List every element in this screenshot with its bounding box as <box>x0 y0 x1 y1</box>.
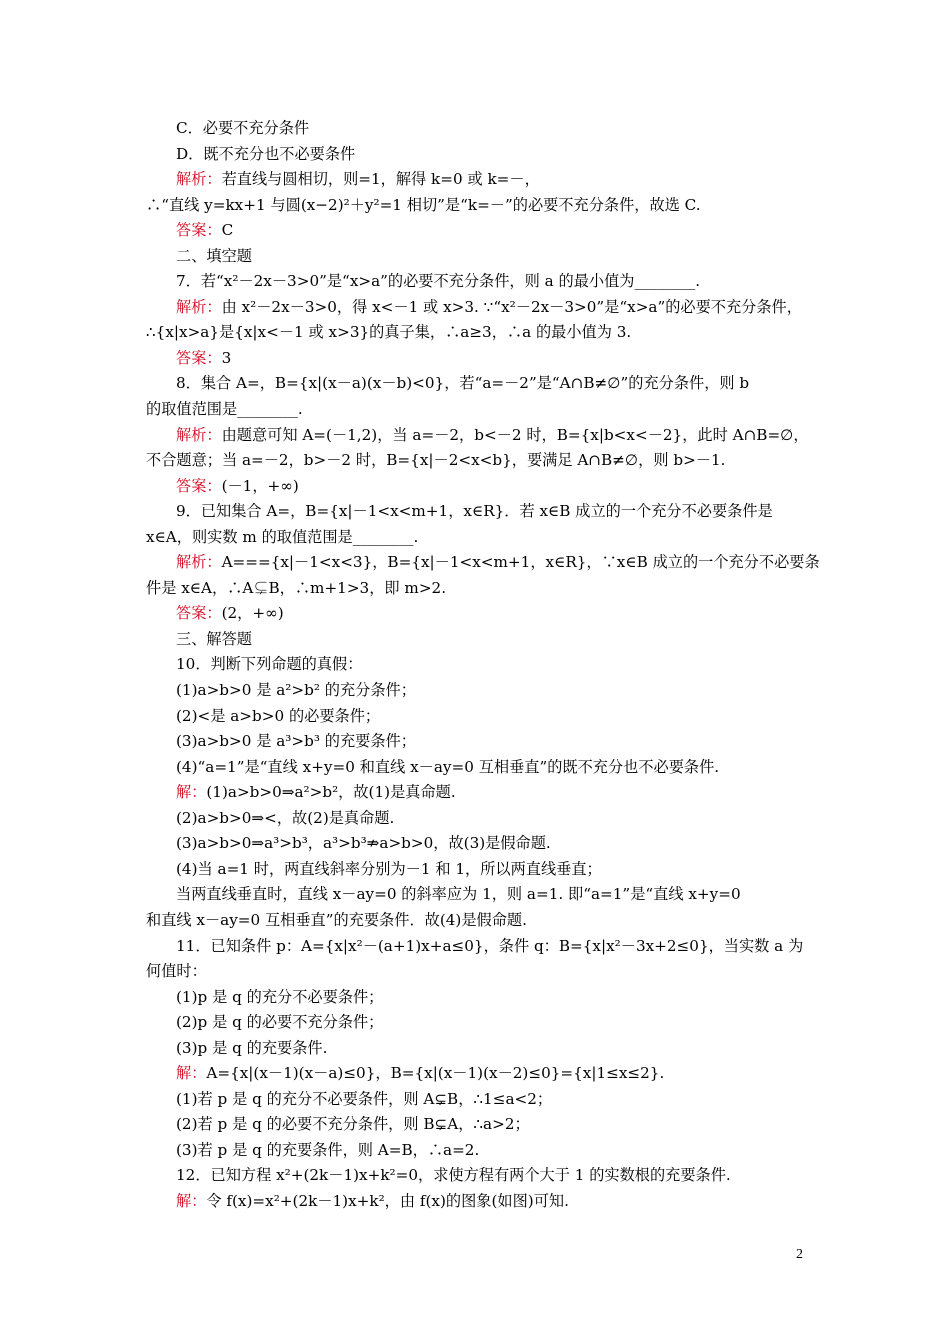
line-text: 由 x²－2x－3>0，得 x<－1 或 x>3. ∵“x²－2x－3>0”是“x>a”的必要不充分条件， <box>221 297 802 316</box>
answer-label: 解： <box>176 783 207 802</box>
answer-label: 答案： <box>176 604 222 623</box>
text-line <box>146 474 810 500</box>
answer-label: 解： <box>176 1191 207 1210</box>
line-text: (3)若 p 是 q 的充要条件，则 A=B，∴a=2. <box>176 1140 480 1159</box>
line-text: 12．已知方程 x²+(2k－1)x+k²=0，求使方程有两个大于 1 的实数根的充要条件. <box>176 1166 731 1185</box>
text-line <box>146 320 810 346</box>
line-text: (2)<是 a>b>0 的必要条件； <box>176 706 381 725</box>
line-text: ∴“直线 y=kx+1 与圆(x−2)²＋y²=1 相切”是“k=－”的必要不充分条件，故选 C. <box>146 195 701 214</box>
text-line <box>146 806 810 832</box>
line-text: (1)若 p 是 q 的充分不必要条件，则 A⊊B，∴1≤a<2； <box>176 1089 553 1108</box>
text-line <box>146 295 810 321</box>
line-text: (4)“a=1”是“直线 x+y=0 和直线 x－ay=0 互相垂直”的既不充分也不必要条件. <box>176 757 720 776</box>
text-line <box>146 985 810 1011</box>
line-text: (－1，+∞) <box>221 476 299 495</box>
text-line <box>146 397 810 423</box>
text-line <box>146 627 810 653</box>
line-text: (1)a>b>0 是 a²>b² 的充分条件； <box>176 681 416 700</box>
answer-label: 解析： <box>176 553 222 572</box>
line-text: 9．已知集合 A=，B={x|－1<x<m+1，x∈R}．若 x∈B 成立的一个充分不必要条件是 <box>176 502 773 521</box>
text-line <box>146 1061 810 1087</box>
page-number: 2 <box>796 1247 803 1262</box>
text-line <box>146 729 810 755</box>
text-line <box>146 755 810 781</box>
line-text: (3)a>b>0⇒a³>b³，a³>b³⇏a>b>0，故(3)是假命题. <box>176 834 551 853</box>
line-text: 二、填空题 <box>176 246 252 265</box>
text-line <box>146 218 810 244</box>
answer-label: 解析： <box>176 170 222 189</box>
line-text: 三、解答题 <box>176 629 252 648</box>
text-line <box>146 269 810 295</box>
text-line <box>146 244 810 270</box>
line-text: (2，+∞) <box>221 604 284 623</box>
text-line <box>146 1112 810 1138</box>
line-text: 令 f(x)=x²+(2k－1)x+k²，由 f(x)的图象(如图)可知. <box>206 1191 569 1210</box>
line-text: (4)当 a=1 时，两直线斜率分别为－1 和 1，所以两直线垂直； <box>176 859 602 878</box>
text-line <box>146 857 810 883</box>
text-line <box>146 371 810 397</box>
line-text: (3)a>b>0 是 a³>b³ 的充要条件； <box>176 732 416 751</box>
line-text: 3 <box>221 348 232 367</box>
line-text: C <box>221 221 234 240</box>
line-text: C．必要不充分条件 <box>176 119 310 137</box>
text-line <box>146 1087 810 1113</box>
text-line <box>146 167 810 193</box>
text-line <box>146 116 810 142</box>
line-text: 件是 x∈A，∴A⊊B，∴m+1>3，即 m>2. <box>146 578 447 597</box>
line-text: 的取值范围是________. <box>146 400 303 419</box>
line-text: 不合题意；当 a=－2，b>－2 时，B={x|－2<x<b}，要满足 A∩B≠∅，则 b>－1. <box>146 451 726 470</box>
line-text: A==={x|－1<x<3}，B={x|－1<x<m+1，x∈R}，∵x∈B 成立的一个充分不必要条 <box>221 553 820 572</box>
line-text: 11．已知条件 p：A={x|x²－(a+1)x+a≤0}，条件 q：B={x|x²－3x+2≤0}，当实数 a 为 <box>176 936 804 955</box>
line-text: (2)a>b>0⇒<，故(2)是真命题. <box>176 808 395 827</box>
text-line <box>146 1010 810 1036</box>
line-text: 何值时： <box>146 962 207 981</box>
text-line <box>146 934 810 960</box>
line-text: (1)p 是 q 的充分不必要条件； <box>176 987 384 1006</box>
text-line <box>146 652 810 678</box>
line-text: 由题意可知 A=(－1,2)，当 a=－2，b<－2 时，B={x|b<x<－2}，此时 A∩B=∅， <box>221 425 809 444</box>
line-text: (2)p 是 q 的必要不充分条件； <box>176 1013 384 1032</box>
answer-label: 答案： <box>176 221 222 240</box>
line-text: 10．判断下列命题的真假： <box>176 655 363 674</box>
line-text: (3)p 是 q 的充要条件. <box>176 1038 328 1057</box>
line-text: ∴{x|x>a}是{x|x<－1 或 x>3}的真子集，∴a≥3，∴a 的最小值为 3. <box>146 323 632 342</box>
text-line <box>146 780 810 806</box>
line-text: (2)若 p 是 q 的必要不充分条件，则 B⊊A，∴a>2； <box>176 1115 530 1134</box>
text-line <box>146 1138 810 1164</box>
text-line <box>146 704 810 730</box>
text-line <box>146 1189 810 1215</box>
page-body <box>146 116 820 1215</box>
text-line <box>146 678 810 704</box>
text-line <box>146 601 810 627</box>
text-line <box>146 525 810 551</box>
line-text: 7．若“x²－2x－3>0”是“x>a”的必要不充分条件，则 a 的最小值为________. <box>176 272 701 291</box>
line-text: D．既不充分也不必要条件 <box>176 144 356 163</box>
line-text: 8．集合 A=，B={x|(x－a)(x－b)<0}，若“a=－2”是“A∩B≠∅”的充分条件，则 b <box>176 374 750 393</box>
text-line <box>146 550 820 576</box>
text-line <box>146 423 810 449</box>
answer-label: 答案： <box>176 476 222 495</box>
text-line <box>146 959 810 985</box>
text-line <box>146 831 810 857</box>
text-line <box>146 346 810 372</box>
text-line <box>146 882 810 908</box>
line-text: (1)a>b>0⇒a²>b²，故(1)是真命题. <box>206 783 456 802</box>
line-text: 和直线 x－ay=0 互相垂直”的充要条件．故(4)是假命题. <box>146 910 527 929</box>
text-line <box>146 448 810 474</box>
line-text: 若直线与圆相切，则=1，解得 k=0 或 k=－， <box>221 170 540 189</box>
answer-label: 答案： <box>176 348 222 367</box>
line-text: A={x|(x－1)(x－a)≤0}，B={x|(x－1)(x－2)≤0}={x|1≤x≤2}. <box>206 1064 665 1083</box>
answer-label: 解析： <box>176 425 222 444</box>
text-line <box>146 1163 810 1189</box>
answer-label: 解： <box>176 1064 207 1083</box>
text-line <box>146 142 810 168</box>
text-line <box>146 499 810 525</box>
text-line <box>146 193 810 219</box>
line-text: 当两直线垂直时，直线 x－ay=0 的斜率应为 1，则 a=1. 即“a=1”是“直线 x+y=0 <box>176 885 741 904</box>
text-line <box>146 576 810 602</box>
line-text: x∈A，则实数 m 的取值范围是________. <box>146 527 419 546</box>
answer-label: 解析： <box>176 297 222 316</box>
text-line <box>146 1036 810 1062</box>
text-line <box>146 908 810 934</box>
